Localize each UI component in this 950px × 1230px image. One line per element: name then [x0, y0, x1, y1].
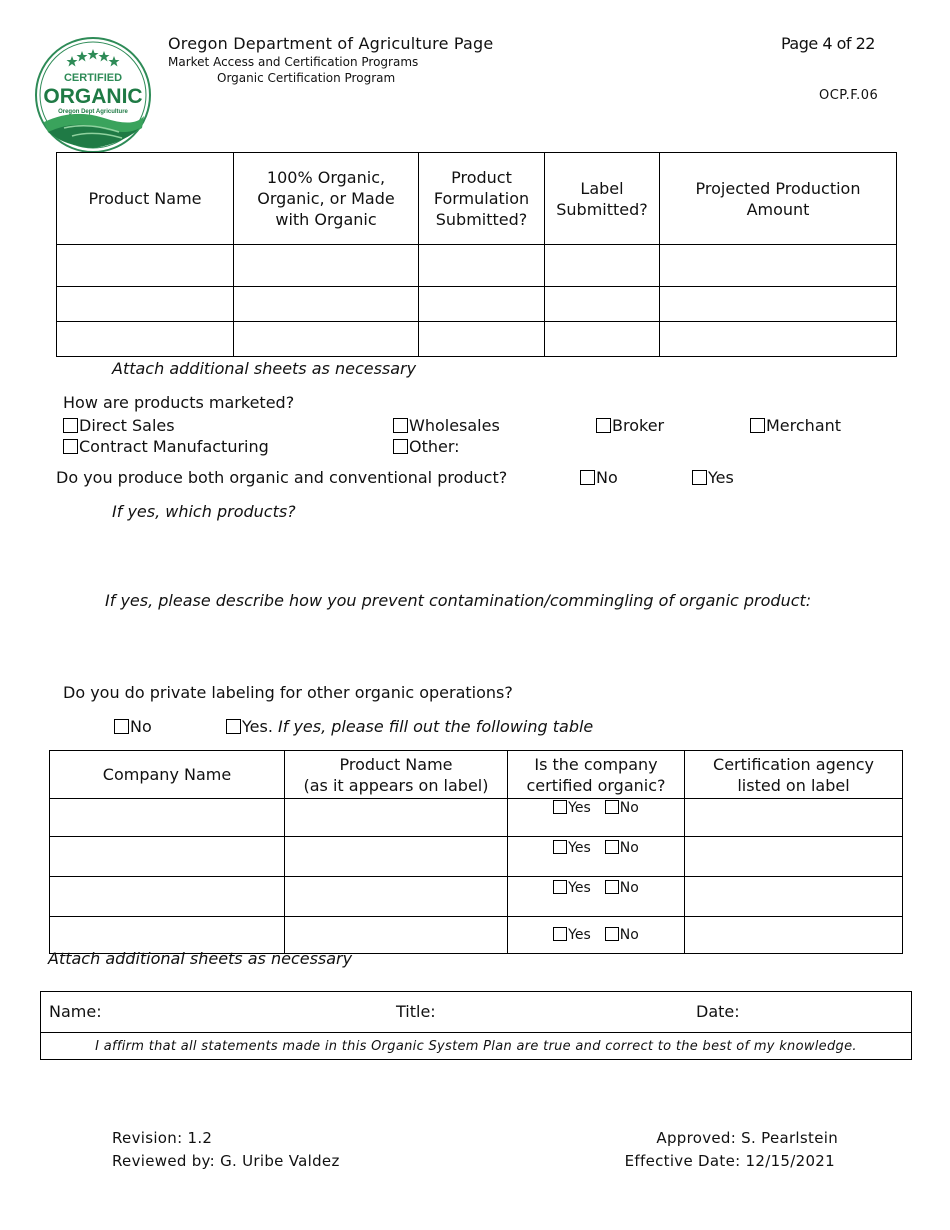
table-header-row	[50, 751, 903, 799]
checkbox[interactable]	[580, 470, 595, 485]
table-cell[interactable]	[57, 322, 234, 357]
certified-yes-no: Yes No	[508, 877, 685, 917]
table-cell[interactable]	[545, 287, 660, 322]
effective-date: Effective Date: 12/15/2021	[624, 1152, 835, 1170]
table-row	[50, 837, 903, 877]
checkbox[interactable]	[596, 418, 611, 433]
option-contract-manufacturing[interactable]: Contract Manufacturing	[63, 437, 269, 456]
private-label-question: Do you do private labeling for other organic operations?	[63, 683, 513, 702]
table-row	[57, 322, 897, 357]
private-no-option[interactable]: No	[114, 717, 152, 736]
option-other[interactable]: Other:	[393, 437, 460, 456]
table-header-row	[57, 153, 897, 245]
approved-by: Approved: S. Pearlstein	[656, 1129, 838, 1147]
both-question: Do you produce both organic and conventional product?	[56, 468, 508, 487]
option-wholesales[interactable]: Wholesales	[393, 416, 500, 435]
page-title: Oregon Department of Agriculture Page	[168, 34, 494, 53]
col-label-submitted: Label Submitted?	[545, 153, 660, 245]
both-yes-option[interactable]: Yes	[692, 468, 734, 487]
page-number: Page 4 of 22	[781, 34, 875, 53]
date-field-label[interactable]: Date:	[696, 1002, 740, 1021]
option-merchant[interactable]: Merchant	[750, 416, 841, 435]
form-code: OCP.F.06	[819, 88, 879, 103]
private-yes-note: If yes, please fill out the following table	[278, 717, 594, 736]
signature-row	[41, 992, 912, 1033]
attach-note: Attach additional sheets as necessary	[112, 359, 417, 378]
table-row	[50, 799, 903, 837]
col-company-certified: Is the company certified organic?	[508, 751, 685, 799]
table-cell[interactable]	[57, 287, 234, 322]
certified-organic-logo	[34, 36, 152, 154]
checkbox[interactable]	[114, 719, 129, 734]
checkbox[interactable]	[63, 439, 78, 454]
checkbox[interactable]	[692, 470, 707, 485]
svg-text:ORGANIC: ORGANIC	[43, 85, 143, 108]
table-cell[interactable]	[685, 917, 903, 954]
table-cell[interactable]	[234, 322, 419, 357]
table-cell[interactable]	[285, 837, 508, 877]
checkbox-yes[interactable]	[553, 840, 567, 854]
checkbox[interactable]	[750, 418, 765, 433]
contamination-prompt: If yes, please describe how you prevent contamination/commingling of organic product:	[105, 591, 812, 610]
table-cell[interactable]	[545, 245, 660, 287]
checkbox-yes[interactable]	[553, 800, 567, 814]
col-formulation-submitted: Product Formulation Submitted?	[419, 153, 545, 245]
checkbox[interactable]	[63, 418, 78, 433]
checkbox[interactable]	[393, 418, 408, 433]
table-cell[interactable]	[419, 287, 545, 322]
table-cell[interactable]	[285, 917, 508, 954]
affirmation-statement: I affirm that all statements made in this Organic System Plan are true and correct to the best of my knowledge.	[41, 1033, 912, 1060]
products-table	[56, 152, 897, 357]
title-field-label[interactable]: Title:	[396, 1002, 436, 1021]
svg-text:CERTIFIED: CERTIFIED	[63, 72, 123, 84]
both-no-option[interactable]: No	[580, 468, 618, 487]
option-direct-sales[interactable]: Direct Sales	[63, 416, 175, 435]
table-cell[interactable]	[660, 245, 897, 287]
option-broker[interactable]: Broker	[596, 416, 664, 435]
col-projected-amount: Projected Production Amount	[660, 153, 897, 245]
marketing-question: How are products marketed?	[63, 393, 295, 412]
checkbox[interactable]	[393, 439, 408, 454]
checkbox[interactable]	[226, 719, 241, 734]
table-row	[50, 877, 903, 917]
table-cell[interactable]	[50, 877, 285, 917]
checkbox-no[interactable]	[605, 927, 619, 941]
private-label-table	[49, 750, 903, 954]
signature-box	[40, 991, 912, 1060]
col-certification-agency: Certification agency listed on label	[685, 751, 903, 799]
checkbox-no[interactable]	[605, 880, 619, 894]
certified-yes-no: Yes No	[508, 837, 685, 877]
certified-organic-seal-icon	[34, 36, 152, 154]
table-cell[interactable]	[285, 877, 508, 917]
checkbox-no[interactable]	[605, 800, 619, 814]
table-cell[interactable]	[50, 837, 285, 877]
program-subtitle: Market Access and Certification Programs	[168, 55, 419, 69]
signature-fields	[41, 992, 912, 1033]
private-yes-option[interactable]: Yes. If yes, please fill out the following table	[226, 717, 593, 736]
reviewed-by: Reviewed by: G. Uribe Valdez	[112, 1152, 340, 1170]
table-cell[interactable]	[419, 322, 545, 357]
attach-note-2: Attach additional sheets as necessary	[48, 949, 353, 968]
col-organic-category: 100% Organic, Organic, or Made with Organic	[234, 153, 419, 245]
table-row	[57, 287, 897, 322]
name-field-label[interactable]: Name:	[49, 1002, 102, 1021]
table-cell[interactable]	[234, 287, 419, 322]
table-cell[interactable]	[685, 877, 903, 917]
table-cell[interactable]	[685, 837, 903, 877]
table-cell[interactable]	[685, 799, 903, 837]
table-cell[interactable]	[285, 799, 508, 837]
table-cell[interactable]	[545, 322, 660, 357]
table-cell[interactable]	[660, 322, 897, 357]
col-product-name: Product Name	[57, 153, 234, 245]
table-cell[interactable]	[660, 287, 897, 322]
which-products-prompt: If yes, which products?	[112, 502, 296, 521]
col-product-name: Product Name (as it appears on label)	[285, 751, 508, 799]
affirmation-row	[41, 1033, 912, 1060]
certified-yes-no: Yes No	[508, 917, 685, 954]
table-row	[57, 245, 897, 287]
program-name: Organic Certification Program	[217, 71, 396, 85]
checkbox-yes[interactable]	[553, 880, 567, 894]
svg-text:Oregon Dept Agriculture: Oregon Dept Agriculture	[58, 109, 128, 115]
checkbox-yes[interactable]	[553, 927, 567, 941]
certified-yes-no: Yes No	[508, 799, 685, 837]
table-row	[50, 917, 903, 954]
table-cell[interactable]	[57, 245, 234, 287]
revision: Revision: 1.2	[112, 1129, 213, 1147]
checkbox-no[interactable]	[605, 840, 619, 854]
table-cell[interactable]	[50, 917, 285, 954]
table-cell[interactable]	[419, 245, 545, 287]
table-cell[interactable]	[234, 245, 419, 287]
table-cell[interactable]	[50, 799, 285, 837]
col-company-name: Company Name	[50, 751, 285, 799]
